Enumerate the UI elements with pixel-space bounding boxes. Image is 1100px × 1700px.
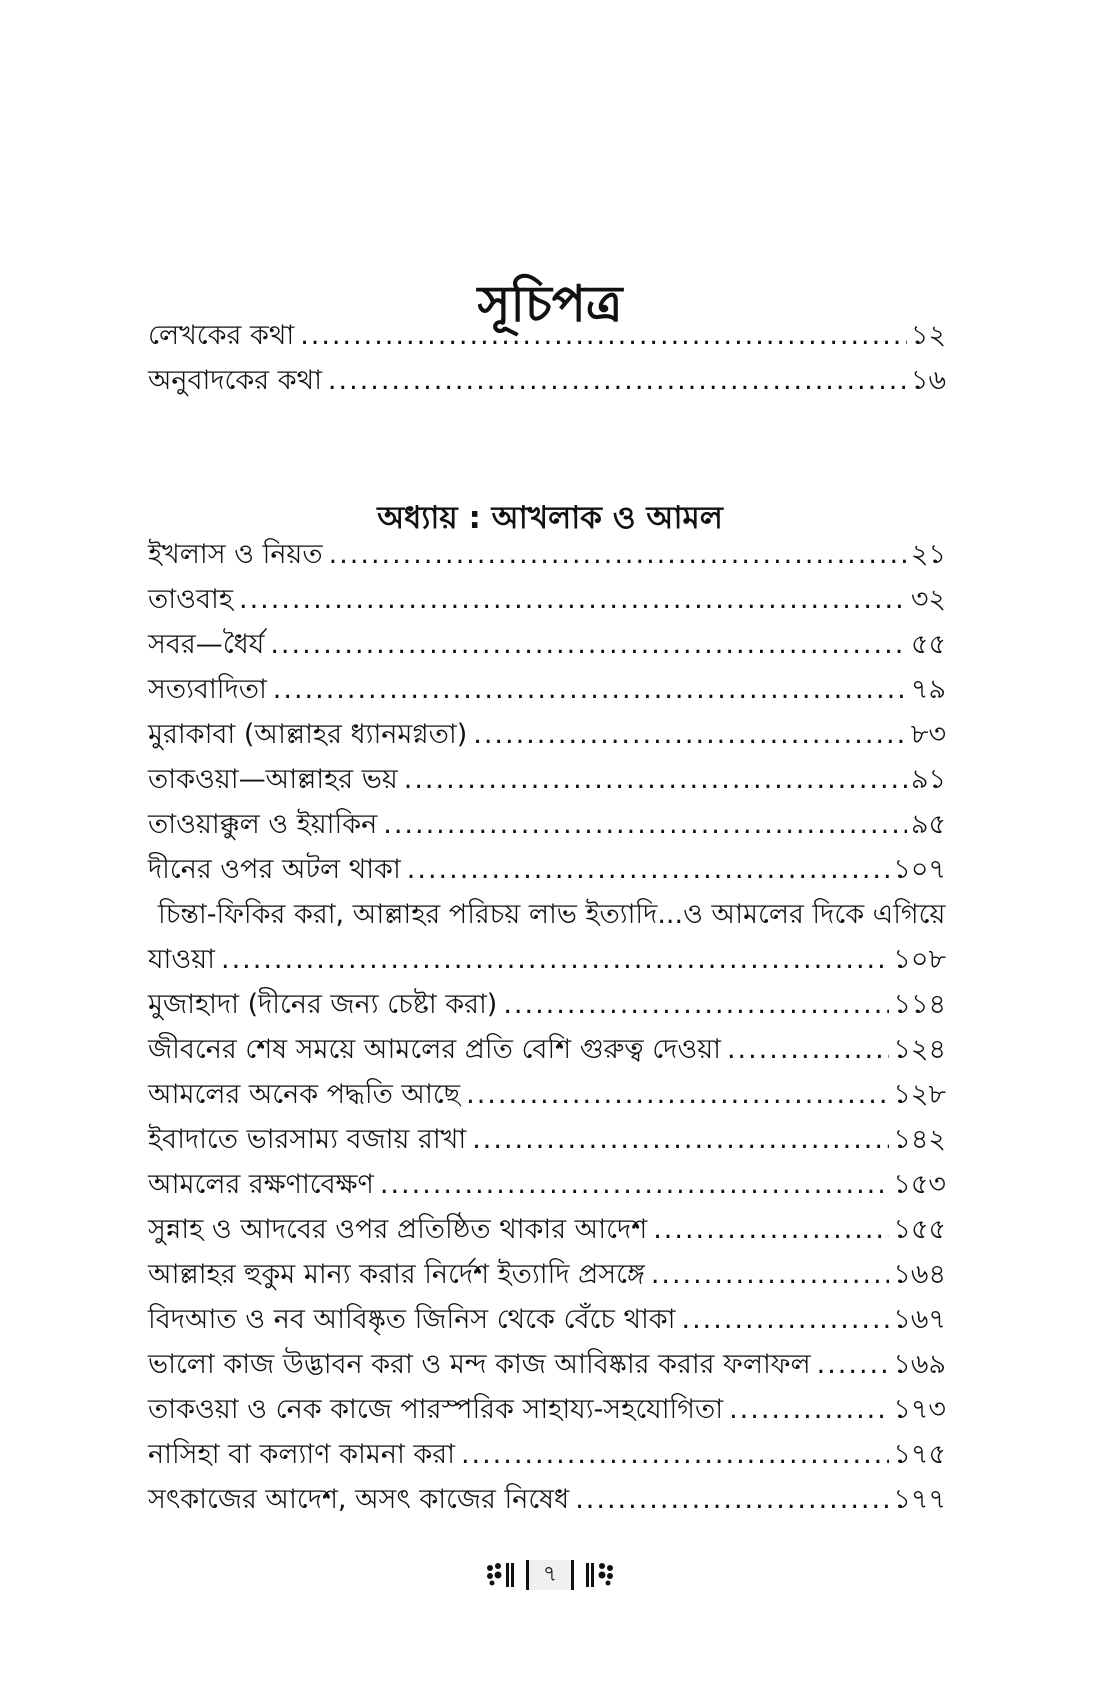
toc-entry-page: ৩২ — [910, 584, 946, 615]
toc-entry-page: ১০৭ — [893, 854, 946, 885]
toc-entry-page: ১৬ — [910, 365, 946, 396]
toc-entry-label: বিদআত ও নব আবিষ্কৃত জিনিস থেকে বেঁচে থাকা — [148, 1304, 676, 1335]
toc-entry-label-line2-row — [148, 937, 946, 982]
toc-entry-label: সত্যবাদিতা — [148, 674, 267, 705]
dot-leader — [653, 1207, 889, 1252]
dot-leader — [727, 1027, 889, 1072]
toc-entry[interactable] — [148, 757, 946, 802]
toc-entry-label: তাকওয়া ও নেক কাজে পারস্পরিক সাহায্য-সহযোগিতা — [148, 1394, 724, 1425]
right-ornament-icon — [584, 1560, 618, 1590]
toc-entry-label: মুরাকাবা (আল্লাহর ধ্যানমগ্নতা) — [148, 719, 468, 750]
toc-entry-wrapped[interactable] — [148, 892, 946, 982]
toc-entry[interactable] — [148, 667, 946, 712]
toc-entry-label: অনুবাদকের কথা — [148, 365, 322, 396]
toc-entry[interactable] — [148, 712, 946, 757]
toc-entry-authors-note[interactable] — [148, 313, 946, 358]
toc-entry-page: ১৭৭ — [893, 1484, 946, 1515]
toc-entry-page: ১৪২ — [893, 1124, 946, 1155]
dot-leader — [729, 1387, 889, 1432]
toc-entry-translators-note[interactable] — [148, 358, 946, 403]
toc-entry-page: ১৭৫ — [893, 1439, 946, 1470]
dot-leader — [239, 577, 907, 622]
toc-entry-page: ৯১ — [910, 764, 946, 795]
dot-leader — [503, 982, 889, 1027]
dot-leader — [270, 622, 907, 667]
toc-entry-label-line1: চিন্তা-ফিকির করা, আল্লাহর পরিচয় লাভ ইত্যাদি...ও আমলের দিকে এগিয়ে — [158, 899, 946, 930]
dot-leader — [404, 757, 907, 802]
dot-leader — [273, 667, 907, 712]
toc-entry-page: ১২৪ — [893, 1034, 946, 1065]
toc-entry-page: ১০৮ — [893, 944, 946, 975]
dot-leader — [682, 1297, 890, 1342]
dot-leader — [383, 802, 907, 847]
toc-entry-label: জীবনের শেষ সময়ে আমলের প্রতি বেশি গুরুত্ব দেওয়া — [148, 1034, 721, 1065]
chapter-entry-list — [148, 532, 946, 1522]
toc-entry[interactable] — [148, 982, 946, 1027]
left-ornament-icon — [482, 1560, 516, 1590]
toc-entry-label: সবর—ধৈর্য — [148, 629, 265, 660]
toc-entry[interactable] — [148, 1252, 946, 1297]
page-number: ৭ — [526, 1560, 574, 1590]
toc-entry[interactable] — [148, 1027, 946, 1072]
dot-leader — [651, 1252, 890, 1297]
dot-leader — [329, 532, 907, 577]
toc-entry[interactable] — [148, 1207, 946, 1252]
dot-leader — [473, 712, 907, 757]
dot-leader — [472, 1117, 889, 1162]
toc-entry-label: তাওয়াক্কুল ও ইয়াকিন — [148, 809, 378, 840]
dot-leader — [300, 313, 907, 358]
toc-entry[interactable] — [148, 1297, 946, 1342]
toc-entry-label: আমলের রক্ষণাবেক্ষণ — [148, 1169, 374, 1200]
toc-entry-label: আমলের অনেক পদ্ধতি আছে — [148, 1079, 461, 1110]
toc-entry[interactable] — [148, 532, 946, 577]
dot-leader — [221, 937, 889, 982]
toc-entry[interactable] — [148, 1387, 946, 1432]
dot-leader — [575, 1477, 889, 1522]
toc-entry-page: ১৬৪ — [893, 1259, 946, 1290]
toc-entry[interactable] — [148, 1162, 946, 1207]
toc-entry-label: সুন্নাহ ও আদবের ওপর প্রতিষ্ঠিত থাকার আদেশ — [148, 1214, 648, 1245]
toc-entry-page: ১৫৫ — [893, 1214, 946, 1245]
toc-entry[interactable] — [148, 577, 946, 622]
toc-entry[interactable] — [148, 847, 946, 892]
toc-entry-label: লেখকের কথা — [148, 320, 295, 351]
toc-entry-label: তাওবাহ — [148, 584, 234, 615]
toc-entry[interactable] — [148, 1342, 946, 1387]
toc-entry-label: আল্লাহর হুকুম মান্য করার নির্দেশ ইত্যাদি প্রসঙ্গে — [148, 1259, 645, 1290]
dot-leader — [466, 1072, 889, 1117]
toc-entry-page: ৫৫ — [910, 629, 946, 660]
toc-entry-page: ৮৩ — [910, 719, 946, 750]
page-footer — [0, 1560, 1100, 1590]
toc-entry[interactable] — [148, 1117, 946, 1162]
toc-entry[interactable] — [148, 622, 946, 667]
toc-entry-label: সৎকাজের আদেশ, অসৎ কাজের নিষেধ — [148, 1484, 570, 1515]
toc-entry-page: ১৭৩ — [893, 1394, 946, 1425]
page-title: সূচিপত্র — [477, 274, 623, 333]
toc-entry-page: ১১৪ — [893, 989, 946, 1020]
toc-entry-label: দীনের ওপর অটল থাকা — [148, 854, 401, 885]
dot-leader — [407, 847, 890, 892]
dot-leader — [380, 1162, 890, 1207]
toc-entry[interactable] — [148, 1432, 946, 1477]
dot-leader — [817, 1342, 890, 1387]
toc-entry-label: নাসিহা বা কল্যাণ কামনা করা — [148, 1439, 455, 1470]
toc-entry-page: ৭৯ — [910, 674, 946, 705]
toc-entry-page: ৯৫ — [910, 809, 946, 840]
toc-entry-page: ২১ — [910, 539, 946, 570]
toc-entry[interactable] — [148, 1477, 946, 1522]
toc-entry-page: ১৬৭ — [893, 1304, 946, 1335]
section-heading: অধ্যায় : আখলাক ও আমল — [377, 499, 723, 536]
toc-entry-label: ইখলাস ও নিয়ত — [148, 539, 323, 570]
dot-leader — [328, 358, 907, 403]
toc-entry-page: ১৬৯ — [893, 1349, 946, 1380]
toc-entry-label: ভালো কাজ উদ্ভাবন করা ও মন্দ কাজ আবিষ্কার করার ফলাফল — [148, 1349, 811, 1380]
toc-entry-label: মুজাহাদা (দীনের জন্য চেষ্টা করা) — [148, 989, 498, 1020]
toc-entry[interactable] — [148, 802, 946, 847]
toc-entry-page: ১২ — [910, 320, 946, 351]
toc-entry[interactable] — [148, 1072, 946, 1117]
toc-entry-page: ১৫৩ — [893, 1169, 946, 1200]
toc-entry-label: তাকওয়া—আল্লাহর ভয় — [148, 764, 398, 795]
dot-leader — [461, 1432, 889, 1477]
front-matter-list — [148, 313, 946, 403]
toc-entry-label: ইবাদাতে ভারসাম্য বজায় রাখা — [148, 1124, 467, 1155]
toc-entry-page: ১২৮ — [893, 1079, 946, 1110]
toc-entry-label-line2: যাওয়া — [148, 944, 215, 975]
